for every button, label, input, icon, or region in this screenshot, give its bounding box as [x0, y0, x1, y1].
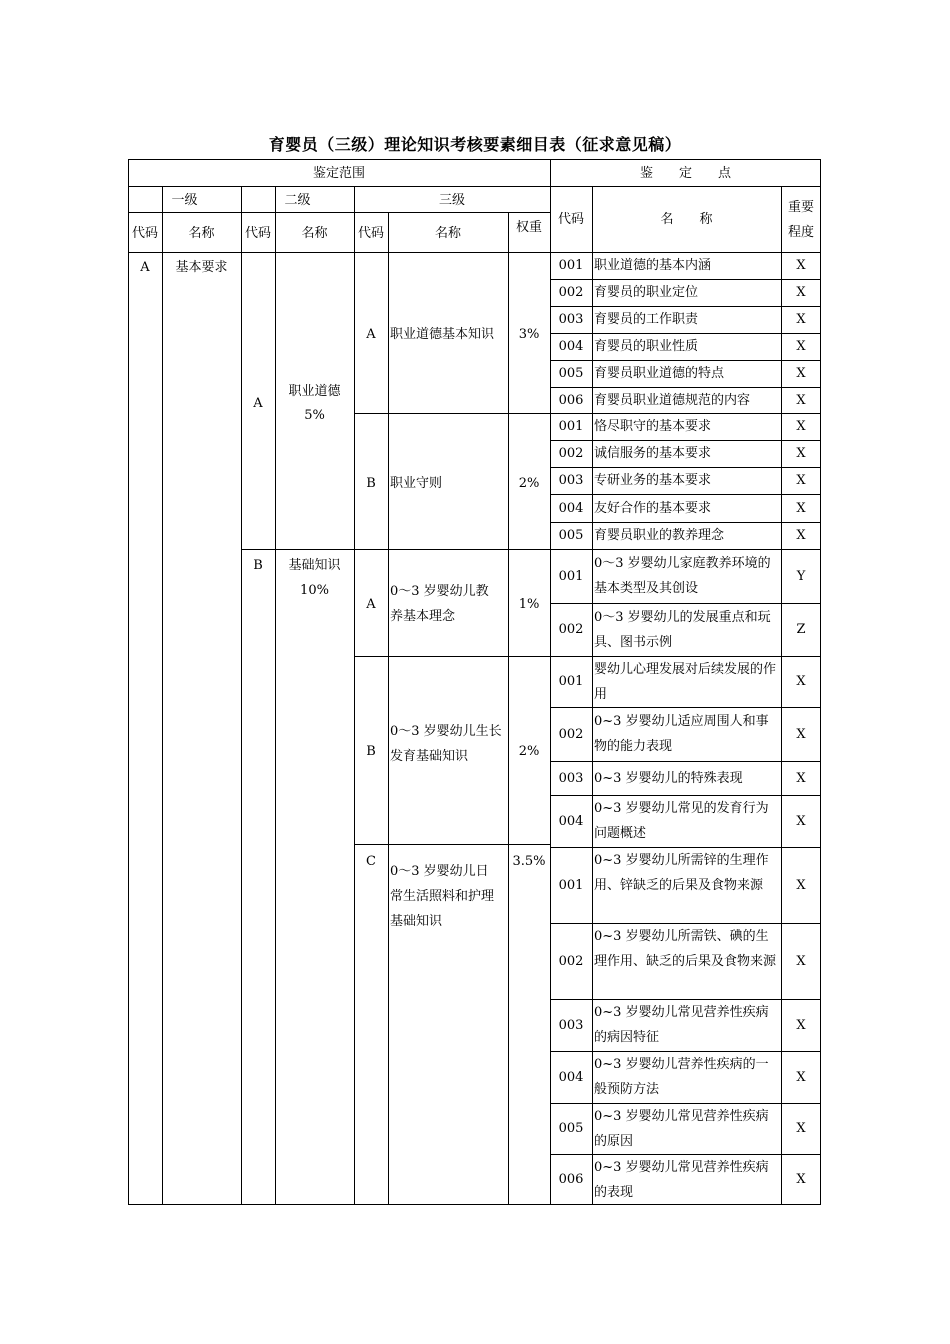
- grid-line: [550, 795, 821, 796]
- point-name: 育婴员职业道德的特点: [594, 366, 725, 381]
- point-importance: X: [796, 1069, 806, 1085]
- point-code: 001: [558, 674, 584, 689]
- grid-line: [550, 603, 821, 604]
- point-code: 002: [558, 446, 584, 461]
- point-name: 0~3 岁婴幼儿所需铁、碘的生理作用、缺乏的后果及食物来源: [594, 928, 777, 969]
- l3-code: A: [366, 597, 376, 612]
- l3-weight: 2%: [518, 476, 540, 491]
- point-name: 诚信服务的基本要求: [594, 446, 712, 461]
- point-code: 002: [558, 726, 584, 742]
- l3-name: 0～3 岁婴幼儿日常生活照料和护理基础知识: [390, 864, 495, 929]
- point-code: 004: [558, 500, 584, 516]
- grid-line: [550, 279, 821, 280]
- point-importance: X: [796, 953, 806, 969]
- grid-line: [388, 212, 389, 1205]
- point-name: 职业道德的基本内涵: [594, 258, 712, 273]
- header-level2: 二级: [284, 193, 311, 208]
- point-name: 育婴员的职业性质: [594, 339, 699, 354]
- l2-code: B: [253, 558, 263, 573]
- page-title: 育婴员（三级）理论知识考核要素细目表（征求意见稿）: [268, 135, 682, 154]
- l3-name: 0～3 岁婴幼儿教养基本理念: [390, 584, 489, 624]
- header-l2-name: 名称: [301, 226, 328, 241]
- header-l3-name: 名称: [434, 226, 461, 241]
- point-importance: X: [796, 312, 806, 327]
- point-code: 001: [558, 419, 584, 434]
- grid-line: [550, 656, 821, 657]
- header-point: 鉴 定 点: [639, 166, 731, 181]
- point-name: 友好合作的基本要求: [594, 500, 712, 516]
- header-l1-name: 名称: [188, 226, 215, 241]
- l2-name: 职业道德: [288, 384, 341, 399]
- point-code: 004: [558, 813, 584, 829]
- point-code: 001: [558, 568, 584, 584]
- point-name: 恪尽职守的基本要求: [594, 419, 712, 434]
- header-l1-code: 代码: [131, 226, 158, 241]
- point-name: 0~3 岁婴幼儿常见的发育行为问题概述: [594, 801, 769, 841]
- point-importance: X: [796, 419, 806, 434]
- l3-weight: 3%: [518, 327, 540, 342]
- point-importance: Z: [796, 622, 806, 637]
- point-name: 育婴员职业道德规范的内容: [594, 392, 751, 408]
- point-importance: X: [796, 473, 806, 488]
- grid-line: [550, 413, 821, 414]
- grid-line: [354, 656, 551, 657]
- l1-name: 基本要求: [175, 260, 228, 275]
- grid-line: [820, 159, 821, 1205]
- grid-line: [354, 844, 551, 845]
- grid-line: [550, 999, 821, 1000]
- l2-code: A: [253, 396, 263, 411]
- grid-line: [128, 252, 821, 253]
- l2-name: 基础知识: [288, 558, 341, 573]
- point-name: 0~3 岁婴幼儿常见营养性疾病的表现: [594, 1159, 769, 1200]
- point-importance: X: [796, 813, 806, 829]
- grid-line: [128, 186, 821, 187]
- header-weight: 权重: [515, 220, 542, 235]
- point-code: 002: [558, 285, 584, 300]
- point-code: 006: [558, 392, 584, 408]
- grid-line: [550, 1051, 821, 1052]
- grid-line: [550, 440, 821, 441]
- point-code: 003: [558, 473, 584, 488]
- point-name: 0～3 岁婴幼儿家庭教养环境的基本类型及其创设: [594, 556, 771, 596]
- grid-line: [162, 186, 163, 1205]
- grid-line: [550, 333, 821, 334]
- point-importance: X: [796, 500, 806, 516]
- l3-weight: 3.5%: [512, 854, 546, 869]
- grid-line: [550, 707, 821, 708]
- point-importance: X: [796, 258, 806, 273]
- point-name: 0~3 岁婴幼儿适应周围人和事物的能力表现: [594, 714, 769, 754]
- grid-line: [508, 212, 509, 1205]
- header-level1: 一级: [171, 193, 198, 208]
- point-code: 003: [558, 312, 584, 327]
- grid-line: [550, 360, 821, 361]
- l3-weight: 1%: [518, 597, 540, 612]
- grid-line: [781, 186, 782, 1205]
- header-point-name: 名 称: [660, 212, 713, 227]
- header-l2-code: 代码: [244, 226, 271, 241]
- l3-weight: 2%: [518, 744, 540, 759]
- grid-line: [550, 1103, 821, 1104]
- point-name: 0～3 岁婴幼儿的发展重点和玩具、图书示例: [594, 609, 771, 650]
- grid-line: [550, 761, 821, 762]
- l2-weight: 10%: [300, 583, 329, 598]
- point-importance: X: [796, 392, 806, 408]
- l3-code: A: [366, 327, 376, 342]
- point-code: 001: [558, 877, 584, 893]
- header-point-code: 代码: [557, 212, 584, 227]
- point-name: 育婴员的工作职责: [594, 312, 699, 327]
- point-importance: X: [796, 339, 806, 354]
- grid-line: [241, 549, 551, 550]
- l2-weight: 5%: [304, 408, 325, 423]
- point-name: 育婴员的职业定位: [594, 285, 699, 300]
- point-code: 001: [558, 258, 584, 273]
- point-importance: X: [796, 446, 806, 461]
- point-code: 002: [558, 953, 584, 969]
- point-name: 婴幼儿心理发展对后续发展的作用: [594, 661, 777, 702]
- grid-line: [128, 159, 129, 1205]
- grid-line: [550, 494, 821, 495]
- header-scope: 鉴定范围: [312, 166, 365, 181]
- point-importance: X: [796, 366, 806, 381]
- point-importance: X: [796, 770, 806, 786]
- l3-code: B: [366, 744, 376, 759]
- header-level3: 三级: [438, 193, 465, 208]
- grid-line: [550, 159, 551, 1205]
- point-importance: X: [796, 285, 806, 300]
- point-code: 005: [558, 1121, 584, 1136]
- l3-code: B: [366, 476, 376, 491]
- point-importance: X: [796, 674, 806, 689]
- grid-line: [550, 522, 821, 523]
- point-importance: X: [796, 1172, 806, 1187]
- grid-line: [550, 467, 821, 468]
- l3-code: C: [366, 854, 376, 869]
- grid-line: [550, 387, 821, 388]
- point-code: 003: [558, 1017, 584, 1033]
- l3-name: 职业道德基本知识: [390, 327, 495, 342]
- l3-name: 职业守则: [390, 476, 443, 491]
- grid-line: [275, 186, 276, 1205]
- grid-line: [128, 212, 550, 213]
- point-code: 005: [558, 528, 584, 543]
- grid-line: [550, 847, 821, 848]
- point-code: 004: [558, 339, 584, 354]
- grid-line: [241, 186, 242, 1205]
- point-importance: X: [796, 1017, 806, 1033]
- l1-code: A: [140, 260, 150, 275]
- grid-line: [550, 923, 821, 924]
- grid-line: [128, 159, 821, 160]
- point-name: 0~3 岁婴幼儿营养性疾病的一般预防方法: [594, 1057, 769, 1097]
- header-l3-code: 代码: [357, 226, 384, 241]
- grid-line: [550, 1154, 821, 1155]
- point-code: 004: [558, 1069, 584, 1085]
- point-code: 006: [558, 1172, 584, 1187]
- point-importance: X: [796, 1121, 806, 1136]
- l3-name: 0～3 岁婴幼儿生长发育基础知识: [390, 724, 502, 764]
- point-name: 0~3 岁婴幼儿的特殊表现: [594, 770, 743, 786]
- grid-line: [592, 186, 593, 1205]
- grid-line: [354, 186, 355, 1205]
- point-importance: Y: [796, 568, 806, 584]
- point-name: 育婴员职业的教养理念: [594, 528, 725, 543]
- point-name: 0~3 岁婴幼儿所需锌的生理作用、锌缺乏的后果及食物来源: [594, 852, 769, 893]
- point-name: 专研业务的基本要求: [594, 473, 712, 488]
- header-importance: 重要程度: [787, 200, 814, 240]
- point-importance: X: [796, 528, 806, 543]
- point-code: 005: [558, 366, 584, 381]
- grid-line: [550, 549, 821, 550]
- point-name: 0~3 岁婴幼儿常见营养性疾病的病因特征: [594, 1005, 769, 1045]
- point-code: 003: [558, 770, 584, 786]
- point-code: 002: [558, 622, 584, 637]
- assessment-table: [128, 159, 821, 1205]
- grid-line: [354, 413, 551, 414]
- grid-line: [550, 306, 821, 307]
- point-importance: X: [796, 877, 806, 893]
- grid-line: [128, 1204, 821, 1205]
- point-importance: X: [796, 726, 806, 742]
- point-name: 0~3 岁婴幼儿常见营养性疾病的原因: [594, 1108, 769, 1149]
